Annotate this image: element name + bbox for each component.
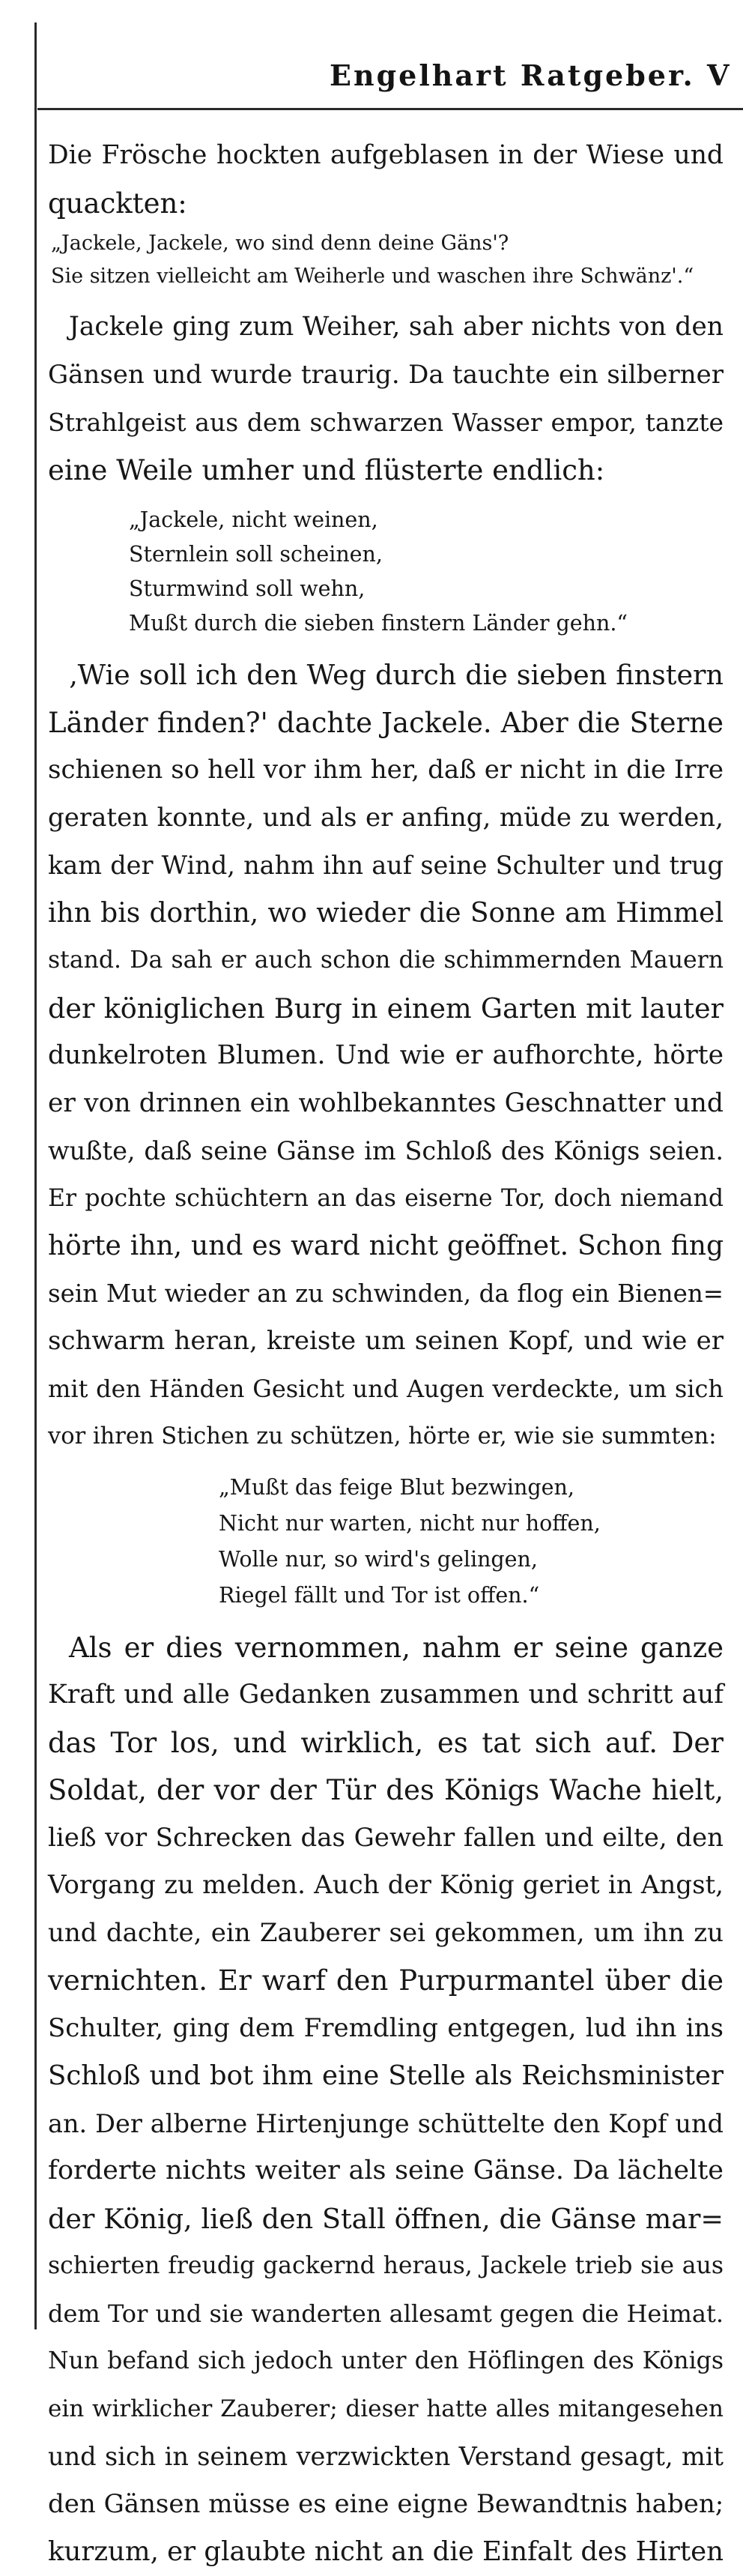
verse-frogs <box>48 227 724 293</box>
text-line: quackten: <box>48 187 187 220</box>
verse-line: „Jackele, Jackele, wo sind denn deine Gäns'? <box>51 232 509 255</box>
text-line: kurzum, er glaubte nicht an die Einfalt des Hirten <box>48 2536 724 2567</box>
verse-line: Sturmwind soll wehn, <box>129 576 366 601</box>
text-line: der König, ließ den Stall öffnen, die Gänse mar= <box>48 2202 724 2235</box>
text-line: dunkelroten Blumen. Und wie er aufhorchte, hörte <box>48 1040 724 1070</box>
text-line: stand. Da sah er auch schon die schimmernden Mauern <box>48 947 724 974</box>
verse-line: Mußt durch die sieben finstern Länder gehn.“ <box>129 611 628 636</box>
paragraph-frogs <box>48 132 724 227</box>
text-line: Jackele ging zum Weiher, sah aber nichts von den <box>69 312 724 342</box>
verse-spirit <box>48 503 724 641</box>
text-line: Vorgang zu melden. Auch der König geriet in Angst, <box>48 1870 724 1900</box>
text-line: ihn bis dorthin, wo wieder die Sonne am Himmel <box>48 897 724 929</box>
running-header <box>330 49 743 102</box>
text-line: und sich in seinem verzwickten Verstand gesagt, mit <box>48 2442 724 2471</box>
text-line: forderte nichts weiter als seine Gänse. Da lächelte <box>48 2156 724 2186</box>
running-header-title: Engelhart Ratgeber. V <box>330 58 732 92</box>
body-text <box>48 132 724 2576</box>
text-line: Die Frösche hockten aufgeblasen in der Wiese und <box>48 140 724 170</box>
text-line: schwarm heran, kreiste um seinen Kopf, und wie er <box>48 1326 724 1356</box>
text-line: das Tor los, und wirklich, es tat sich auf. Der <box>48 1726 724 1759</box>
verse-line: „Jackele, nicht weinen, <box>129 507 378 532</box>
text-line: und dachte, ein Zauberer sei gekommen, um ihn zu <box>48 1917 724 1948</box>
text-line: sein Mut wieder an zu schwinden, da flog ein Bienen= <box>48 1279 724 1308</box>
text-line: hörte ihn, und es ward nicht geöffnet. Schon fing <box>48 1231 724 1261</box>
paragraph-castle <box>48 1624 724 2576</box>
text-line: kam der Wind, nahm ihn auf seine Schulter und trug <box>48 851 724 880</box>
text-line: den Gänsen müsse es eine eigne Bewandtnis haben; <box>48 2488 724 2519</box>
text-line: ‚Wie soll ich den Weg durch die sieben finstern <box>69 659 724 691</box>
verse-line: Nicht nur warten, nicht nur hoffen, <box>219 1510 601 1536</box>
text-line: der königlichen Burg in einem Garten mit lauter <box>48 992 724 1025</box>
text-line: geraten konnte, und als er anfing, müde zu werden, <box>48 802 724 833</box>
text-line: er von drinnen ein wohlbekanntes Geschnatter und <box>48 1088 724 1118</box>
text-line: Strahlgeist aus dem schwarzen Wasser empor, tanzte <box>48 408 724 437</box>
text-line: Nun befand sich jedoch unter den Höflingen des Königs <box>48 2347 724 2374</box>
verse-bees <box>48 1470 724 1614</box>
text-line: Er pochte schüchtern an das eiserne Tor, doch niemand <box>48 1184 724 1212</box>
paragraph-journey <box>48 651 724 1461</box>
verse-line: „Mußt das feige Blut bezwingen, <box>219 1474 574 1500</box>
text-line: schienen so hell vor ihm her, daß er nicht in die Irre <box>48 755 724 785</box>
text-line: vernichten. Er warf den Purpurmantel über die <box>48 1964 724 1997</box>
text-line: Schloß und bot ihm eine Stelle als Reichsminister <box>48 2060 724 2091</box>
text-line: wußte, daß seine Gänse im Schloß des Königs seien. <box>48 1136 724 1165</box>
verse-line: Wolle nur, so wird's gelingen, <box>219 1546 538 1572</box>
verse-line: Sie sitzen vielleicht am Weiherle und waschen ihre Schwänz'.“ <box>51 265 694 288</box>
text-line: mit den Händen Gesicht und Augen verdeckte, um sich <box>48 1374 724 1403</box>
text-line: Kraft und alle Gedanken zusammen und schritt auf <box>48 1680 724 1710</box>
header-rule <box>37 108 743 110</box>
text-line: Soldat, der vor der Tür des Königs Wache hielt, <box>48 1774 724 1806</box>
text-line: Als er dies vernommen, nahm er seine ganze <box>69 1631 724 1664</box>
verse-line: Sternlein soll scheinen, <box>129 542 383 567</box>
text-line: Gänsen und wurde traurig. Da tauchte ein silberner <box>48 359 724 390</box>
text-line: Länder finden?' dachte Jackele. Aber die Sterne <box>48 706 724 739</box>
text-line: vor ihren Stichen zu schützen, hörte er, wie sie summten: <box>48 1423 717 1450</box>
text-line: ein wirklicher Zauberer; dieser hatte alles mitangesehen <box>48 2395 724 2422</box>
text-line: ließ vor Schrecken das Gewehr fallen und eilte, den <box>48 1822 724 1853</box>
column-rule-left <box>34 22 37 2329</box>
text-line: an. Der alberne Hirtenjunge schüttelte den Kopf und <box>48 2108 724 2138</box>
text-line: schierten freudig gackernd heraus, Jackele trieb sie aus <box>48 2252 724 2279</box>
text-line: dem Tor und sie wanderten allesamt gegen die Heimat. <box>48 2299 724 2328</box>
verse-line: Riegel fällt und Tor ist offen.“ <box>219 1582 540 1608</box>
paragraph-pond <box>48 304 724 494</box>
text-line: eine Weile umher und flüsterte endlich: <box>48 453 605 486</box>
text-line: Schulter, ging dem Fremdling entgegen, lud ihn ins <box>48 2012 724 2043</box>
